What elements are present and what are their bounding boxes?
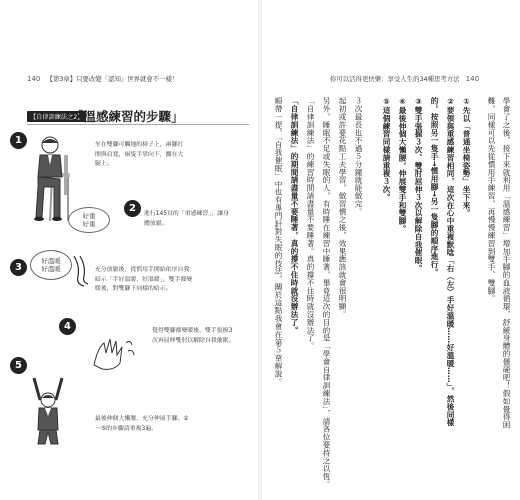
step-2-bubble: 好重 好重 <box>68 207 110 233</box>
step-1-number: 1 <box>10 132 27 149</box>
step-2-number: 2 <box>124 200 141 217</box>
text-column-7: ④最後伸個大懶腰，伸展雙手和雙腳。 <box>398 97 407 233</box>
text-column-9: ３次最長也不過５分鐘就能做完。 <box>354 97 363 216</box>
text-column-8: ⑤這個練習同樣請重複３次。 <box>382 97 391 202</box>
step-2-text: 進行145頁的「重感練習」，讓身體放鬆。 <box>144 211 229 227</box>
book-title: 你可以活得更快樂：享受人生的34種思考方法 <box>330 75 460 83</box>
book-gutter <box>258 0 262 500</box>
text-column-12: 「自律訓練法」的練習時間請盡量不要睡著。真的撐不住時就沒辦法了。 <box>306 97 315 350</box>
chapter-title: 【第3章】只要改變「認知」世界就會不一樣！ <box>46 75 179 83</box>
section-title: 「溫感練習的步驟」 <box>71 109 184 124</box>
step-4-text: 覺得雙腳都變暖後，雙手張握3次再屈伸雙肘以解除自我催眠。 <box>152 328 235 344</box>
stretching-man-illustration <box>18 376 78 446</box>
step-5-text: 最後伸個大懶腰，充分伸展手腳。②～⑤的步驟請重複3遍。 <box>95 416 189 432</box>
seated-man-illustration <box>20 135 76 227</box>
right-header <box>330 74 479 83</box>
step-3-number: 3 <box>10 259 27 276</box>
step-1-text: 坐在雙腳可觸地的椅子上，兩腳打開與肩寬，兩隻手掌向下，擱在大腿上。 <box>95 142 184 167</box>
step-5-number: 5 <box>10 357 27 374</box>
text-column-14: 順帶一提，「自我催眠」中也有專門針對失眠的技法，關於這點我會在第５章解說。 <box>274 97 283 386</box>
text-column-4: ②要領與重感練習相同，這次在心中重複默唸「右（左）手好溫暖……好溫暖……」，然後同樣 <box>446 97 455 427</box>
text-column-11: 另外，睡眠不足或失眠的人，有時睡在練習中睡著，畢竟這次的目的是「學會自律訓練法」，請各位要持之以恆。 <box>322 97 331 489</box>
right-page-number: 140 <box>465 75 480 83</box>
text-column-3: ①先以「普通坐椅姿勢」坐下來。 <box>462 97 471 217</box>
step-3-text: 充分放鬆後，從慣用手開始依序自我暗示「手好溫暖，好溫暖」。雙手都變暖後，對雙腳下同樣的暗示。 <box>95 267 193 292</box>
step-4-number: 4 <box>59 318 76 335</box>
step-3-bubble: 好溫暖 好溫暖 <box>30 250 72 280</box>
text-column-1: 學會了之後，接下來就利用「溫感練習」增加手腳的血液循環，舒緩身體的僵硬吧！假如覺得困 <box>502 97 511 429</box>
text-column-6: ③雙手張握３次、雙肘屈伸３次以解除自我催眠。 <box>414 97 423 273</box>
section-divider <box>27 124 249 125</box>
left-header <box>27 74 178 83</box>
text-column-5: 的，按照另一隻手→慣用腳→另一隻腳的順序進行。 <box>430 97 439 277</box>
text-column-10: 起初或許要花點工夫學習，做習慣之後，效果應該就會很明顯。 <box>338 97 347 319</box>
left-page-number: 140 <box>27 75 41 83</box>
section-tag: 【自律訓練法之2】 <box>27 111 86 122</box>
arm-sketch-illustration <box>70 254 92 288</box>
text-column-2: 難，同樣可以先從慣用手練習，再慢慢練習到雙手、雙腳。 <box>487 97 496 303</box>
hand-open-close-illustration <box>90 335 136 373</box>
text-column-13: 「自律訓練法」的期間請盡量不要睡著，真的撐不住時就沒辦法了。 <box>290 97 299 334</box>
